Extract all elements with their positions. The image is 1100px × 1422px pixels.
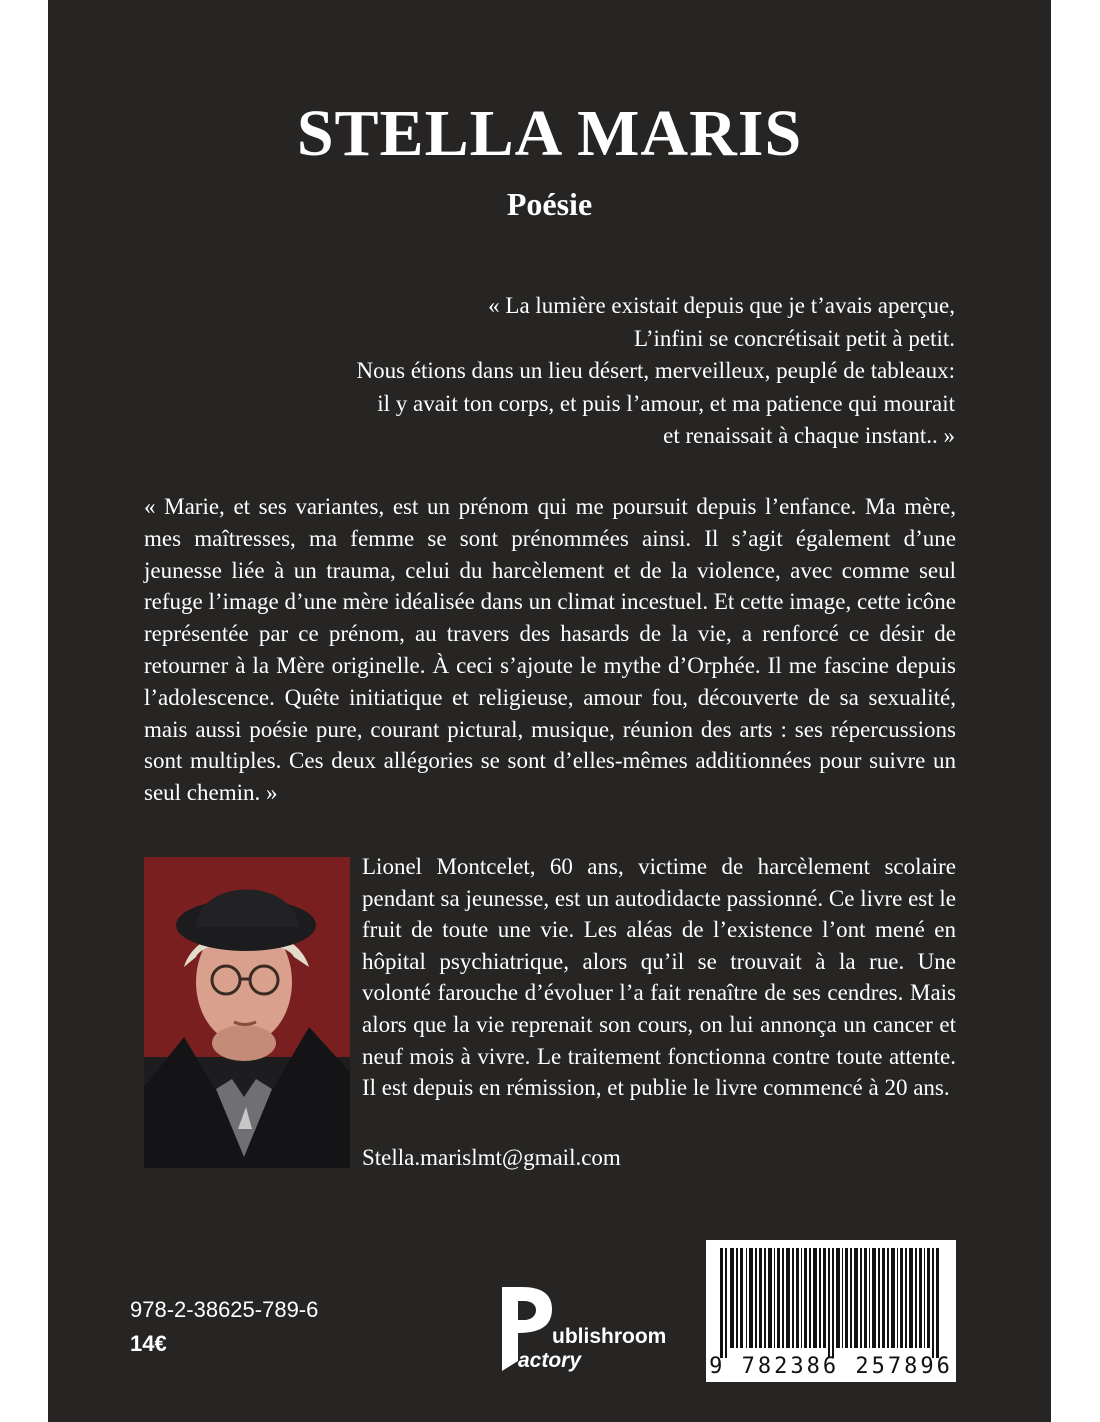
- epigraph: [195, 290, 955, 453]
- book-title: STELLA MARIS: [296, 97, 803, 170]
- barcode: [706, 1240, 956, 1382]
- svg-text:actory: actory: [518, 1349, 582, 1372]
- price: 14€: [130, 1331, 167, 1356]
- epigraph-line: il y avait ton corps, et puis l’amour, et ma patience qui mourait: [377, 390, 955, 416]
- author-portrait-illustration: [144, 857, 350, 1168]
- epigraph-line: « La lumière existait depuis que je t’avais aperçue,: [488, 293, 955, 318]
- author-quote: « Marie, et ses variantes, est un prénom qui me poursuit depuis l’enfance. Ma mère, mes maîtresses, ma femme se sont prénommées ainsi. Il s’agit également d’une jeunesse liée à un trauma, celui du harcèlement et de la violence, avec comme seul refuge l’image d’une mère idéalisée dans un climat incestuel. Et cette image, cette icône représentée par ce prénom, au travers des hasards de la vie, a renforcé ce désir de retourner à la Mère originelle. À ceci s’ajoute le mythe d’Orphée. Il me fascine depuis l’adolescence. Quête initiatique et religieuse, amour fou, découverte de sa sexualité, mais aussi poésie pure, courant pictural, musique, réunion des arts : ses répercussions sont multiples. Ces deux allégories se sont d’elles-mêmes additionnées pour suivre un seul chemin. »: [144, 494, 956, 806]
- publishroom-factory-logo: [496, 1281, 667, 1373]
- isbn: 978-2-38625-789-6: [130, 1297, 319, 1322]
- author-email: Stella.marislmt@gmail.com: [362, 1145, 621, 1170]
- book-subtitle: Poésie: [506, 186, 593, 222]
- barcode-digits: 9 782386 257896: [709, 1354, 953, 1379]
- epigraph-line: L’infini se concrétisait petit à petit.: [633, 325, 955, 351]
- author-bio: Lionel Montcelet, 60 ans, victime de harcèlement scolaire pendant sa jeunesse, est un autodidacte passionné. Ce livre est le fruit de toute une vie. Les aléas de l’existence l’ont mené en hôpital psychiatrique, alors qu’il se trouvait à la rue. Une volonté farouche d’évoluer l’a fait renaître de ses cendres. Mais alors que la vie reprenait son cours, on lui annonça un cancer et neuf mois à vivre. Le traitement fonctionna contre toute attente. Il est depuis en rémission, et publie le livre commencé à 20 ans.: [362, 854, 956, 1101]
- author-photo: [144, 857, 350, 1168]
- svg-text:ublishroom: ublishroom: [552, 1325, 667, 1348]
- back-cover: [48, 0, 1051, 1422]
- epigraph-line: Nous étions dans un lieu désert, merveilleux, peuplé de tableaux:: [356, 358, 955, 383]
- epigraph-line: et renaissait à chaque instant.. »: [663, 423, 955, 448]
